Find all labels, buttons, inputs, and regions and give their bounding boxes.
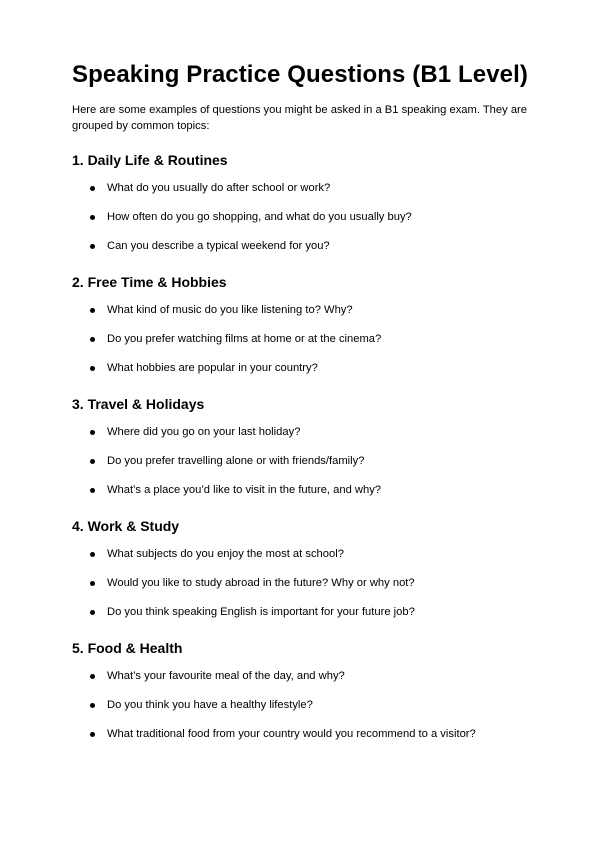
question-item (72, 668, 532, 684)
bullet-dot (90, 215, 95, 220)
bullet-dot (90, 366, 95, 371)
section-heading: 4. Work & Study (72, 518, 180, 534)
question-text: Do you prefer watching films at home or at the cinema? (107, 333, 382, 345)
section-heading: 1. Daily Life & Routines (72, 152, 228, 168)
question-list (72, 668, 532, 742)
bullet-dot (90, 552, 95, 557)
section-daily-life (72, 150, 532, 254)
document-title: Speaking Practice Questions (B1 Level) (72, 61, 528, 88)
question-text: What subjects do you enjoy the most at school? (107, 548, 344, 560)
section-food-health (72, 638, 532, 742)
bullet-dot (90, 610, 95, 615)
question-list (72, 424, 532, 498)
section-work-study (72, 516, 532, 620)
question-text: Do you think you have a healthy lifestyle? (107, 699, 313, 711)
section-heading: 2. Free Time & Hobbies (72, 274, 227, 290)
bullet-dot (90, 244, 95, 249)
bullet-dot (90, 674, 95, 679)
question-text: Do you prefer travelling alone or with friends/family? (107, 455, 365, 467)
question-item (72, 424, 532, 440)
question-list (72, 546, 532, 620)
bullet-dot (90, 488, 95, 493)
section-heading: 3. Travel & Holidays (72, 396, 205, 412)
question-text: How often do you go shopping, and what do you usually buy? (107, 211, 412, 223)
question-text: Do you think speaking English is important for your future job? (107, 606, 415, 618)
question-item (72, 575, 532, 591)
question-text: What’s a place you’d like to visit in the future, and why? (107, 484, 382, 496)
bullet-dot (90, 186, 95, 191)
bullet-dot (90, 703, 95, 708)
question-text: What hobbies are popular in your country? (107, 362, 318, 374)
question-list (72, 302, 532, 376)
question-text: Would you like to study abroad in the future? Why or why not? (107, 577, 415, 589)
question-item (72, 238, 532, 254)
section-heading: 5. Food & Health (72, 640, 183, 656)
question-text: Where did you go on your last holiday? (107, 426, 301, 438)
question-list (72, 180, 532, 254)
section-travel (72, 394, 532, 498)
question-text: What do you usually do after school or work? (107, 182, 331, 194)
intro-paragraph: Here are some examples of questions you might be asked in a B1 speaking exam. They are grouped by common topics: (72, 104, 527, 132)
bullet-dot (90, 581, 95, 586)
bullet-dot (90, 308, 95, 313)
bullet-dot (90, 430, 95, 435)
document-page (72, 58, 532, 760)
question-text: Can you describe a typical weekend for you? (107, 240, 330, 252)
question-item (72, 331, 532, 347)
question-item (72, 180, 532, 196)
question-item (72, 604, 532, 620)
question-item (72, 546, 532, 562)
question-item (72, 302, 532, 318)
question-text: What traditional food from your country would you recommend to a visitor? (107, 728, 476, 740)
question-item (72, 209, 532, 225)
question-item (72, 453, 532, 469)
bullet-dot (90, 459, 95, 464)
question-text: What kind of music do you like listening to? Why? (107, 304, 353, 316)
question-item (72, 360, 532, 376)
question-item (72, 482, 532, 498)
question-text: What’s your favourite meal of the day, and why? (107, 670, 345, 682)
bullet-dot (90, 337, 95, 342)
question-item (72, 726, 532, 742)
question-item (72, 697, 532, 713)
bullet-dot (90, 732, 95, 737)
section-free-time (72, 272, 532, 376)
